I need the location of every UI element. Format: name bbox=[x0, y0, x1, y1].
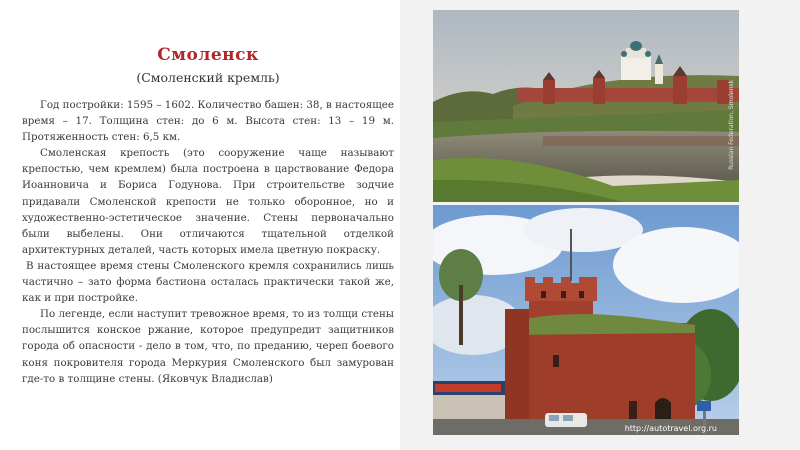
paragraph-facts: Год постройки: 1595 – 1602. Количество башен: 38, в настоящее время – 17. Толщина стен: до 6 м. Высота стен: 13 – 19 м. Протяженность стен: 6,5 км. bbox=[22, 99, 394, 144]
paragraph-present: В настоящее время стены Смоленского кремля сохранились лишь частично – зато форма бастиона осталась практически такой же, как и при постройке. bbox=[22, 259, 394, 305]
kremlin-river-photo bbox=[433, 10, 739, 202]
photo-credit: Russian Federation, Smolensk bbox=[728, 80, 735, 170]
photo-watermark: http://autotravel.org.ru bbox=[624, 424, 717, 433]
text-column bbox=[22, 44, 394, 387]
brick-tower-photo bbox=[433, 205, 739, 435]
paragraph-legend: По легенде, если наступит тревожное время, то из толщи стены послышится конское ржание, которое предупредит защитников города об опасности - дело в том, что, по преданию, череп боевого коня покровителя города Меркурия Смоленского был замурован где-то в толщине стены. (Яковчук Владислав) bbox=[22, 308, 394, 385]
paragraph-history: Смоленская крепость (это сооружение чаще называют крепостью, чем кремлем) была построена в царствование Федора Иоанновича и Бориса Годунова. При строительстве зодчие придавали Смоленской крепости не только оборонное, но и художественно-эстетическое значение. Стены первоначально были выбелены. Они отличаются тщательной отделкой архитектурных деталей, часть которых имела цветную покраску. bbox=[22, 147, 394, 256]
page-title: Смоленск bbox=[157, 45, 259, 65]
page-subtitle: (Смоленский кремль) bbox=[136, 70, 280, 85]
